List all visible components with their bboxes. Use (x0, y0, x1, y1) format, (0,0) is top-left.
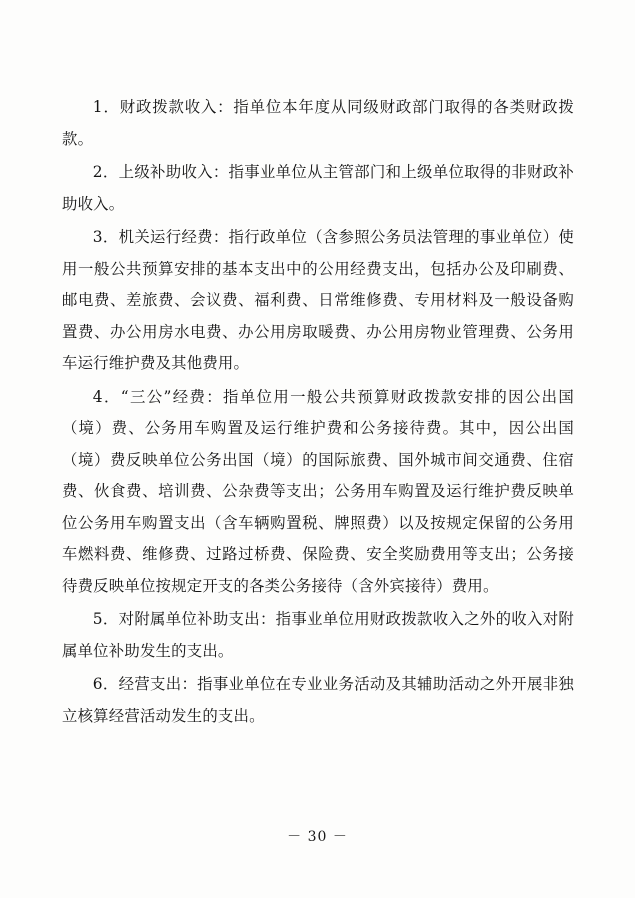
paragraph-1: 1．财政拨款收入：指单位本年度从同级财政部门取得的各类财政拨款。 (62, 98, 574, 148)
paragraph-2: 2．上级补助收入：指事业单位从主管部门和上级单位取得的非财政补助收入。 (62, 163, 574, 213)
page-number: － 30 － (287, 829, 348, 845)
document-body (62, 92, 574, 734)
paragraph-5: 5．对附属单位补助支出：指事业单位用财政拨款收入之外的收入对附属单位补助发生的支出。 (62, 610, 574, 660)
paragraph-4: 4．“三公”经费：指单位用一般公共预算财政拨款安排的因公出国（境）费、公务用车购置及运行维护费和公务接待费。其中，因公出国（境）费反映单位公务出国（境）的国际旅费、国外城市间交通费、住宿费、伙食费、培训费、公杂费等支出；公务用车购置及运行维护费反映单位公务用车购置支出（含车辆购置税、牌照费）以及按规定保留的公务用车燃料费、维修费、过路过桥费、保险费、安全奖励费用等支出；公务接待费反映单位按规定开支的各类公务接待（含外宾接待）费用。 (62, 387, 574, 595)
paragraph-3: 3．机关运行经费：指行政单位（含参照公务员法管理的事业单位）使用一般公共预算安排的基本支出中的公用经费支出，包括办公及印刷费、邮电费、差旅费、会议费、福利费、日常维修费、专用材料及一般设备购置费、办公用房水电费、办公用房取暖费、办公用房物业管理费、公务用车运行维护费及其他费用。 (62, 228, 574, 372)
paragraph-6: 6．经营支出：指事业单位在专业业务活动及其辅助活动之外开展非独立核算经营活动发生的支出。 (62, 675, 574, 725)
